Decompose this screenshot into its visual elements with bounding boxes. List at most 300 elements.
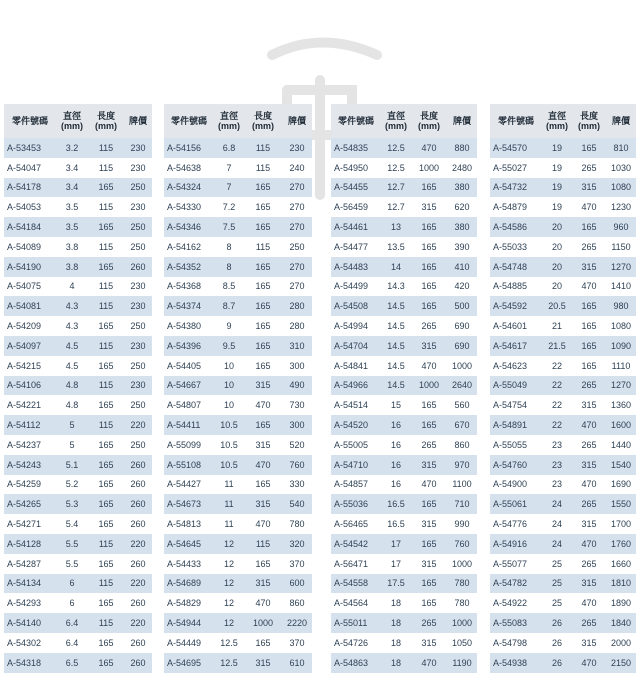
part-number-cell: A-54368 xyxy=(164,277,214,297)
part-number-cell: A-54293 xyxy=(4,593,56,613)
part-number-cell: A-54673 xyxy=(164,494,214,514)
length-cell: 265 xyxy=(572,237,606,257)
table-row xyxy=(4,435,152,455)
length-cell: 165 xyxy=(244,217,282,237)
diameter-cell: 13.5 xyxy=(381,237,411,257)
diameter-cell: 10 xyxy=(214,356,244,376)
diameter-cell: 3.8 xyxy=(56,237,88,257)
part-number-cell: A-54221 xyxy=(4,395,56,415)
diameter-cell: 12 xyxy=(214,554,244,574)
table-row xyxy=(4,574,152,594)
length-cell: 165 xyxy=(88,475,124,495)
diameter-cell: 15 xyxy=(381,395,411,415)
part-number-cell: A-54433 xyxy=(164,554,214,574)
price-cell: 1540 xyxy=(606,455,636,475)
part-number-cell: A-54134 xyxy=(4,574,56,594)
length-cell: 115 xyxy=(244,138,282,158)
table-row xyxy=(4,613,152,633)
diameter-cell: 17 xyxy=(381,554,411,574)
diameter-cell: 3.4 xyxy=(56,158,88,178)
part-number-cell: A-54265 xyxy=(4,494,56,514)
header-part-number: 零件號碼 xyxy=(331,104,381,138)
length-cell: 470 xyxy=(244,514,282,534)
length-cell: 165 xyxy=(88,633,124,653)
price-cell: 260 xyxy=(124,455,152,475)
diameter-cell: 23 xyxy=(542,475,572,495)
diameter-cell: 7 xyxy=(214,158,244,178)
price-cell: 240 xyxy=(282,158,312,178)
length-cell: 165 xyxy=(411,395,447,415)
table-row xyxy=(4,257,152,277)
length-cell: 165 xyxy=(244,257,282,277)
diameter-cell: 19 xyxy=(542,178,572,198)
length-cell: 115 xyxy=(88,138,124,158)
price-cell: 1810 xyxy=(606,574,636,594)
diameter-cell: 26 xyxy=(542,653,572,673)
price-cell: 760 xyxy=(447,534,477,554)
price-cell: 370 xyxy=(282,633,312,653)
part-number-cell: A-54994 xyxy=(331,316,381,336)
diameter-cell: 16 xyxy=(381,435,411,455)
diameter-cell: 8.7 xyxy=(214,296,244,316)
part-number-cell: A-54760 xyxy=(490,455,542,475)
table-row xyxy=(164,574,312,594)
length-cell: 165 xyxy=(411,574,447,594)
diameter-cell: 10.5 xyxy=(214,415,244,435)
length-cell: 115 xyxy=(88,376,124,396)
part-number-cell: A-54477 xyxy=(331,237,381,257)
part-number-cell: A-54461 xyxy=(331,217,381,237)
table-row xyxy=(164,237,312,257)
table-row xyxy=(164,455,312,475)
length-cell: 115 xyxy=(88,277,124,297)
part-number-cell: A-54885 xyxy=(490,277,542,297)
table-row xyxy=(490,633,636,653)
part-number-cell: A-54601 xyxy=(490,316,542,336)
header-length: 長度 (mm) xyxy=(88,104,124,138)
table-row xyxy=(4,158,152,178)
table-row xyxy=(4,514,152,534)
part-number-cell: A-54776 xyxy=(490,514,542,534)
diameter-cell: 5.2 xyxy=(56,475,88,495)
length-cell: 315 xyxy=(244,435,282,455)
length-cell: 165 xyxy=(244,633,282,653)
diameter-cell: 17 xyxy=(381,534,411,554)
price-cell: 690 xyxy=(447,316,477,336)
part-number-cell: A-54324 xyxy=(164,178,214,198)
price-cell: 1700 xyxy=(606,514,636,534)
price-cell: 810 xyxy=(606,138,636,158)
price-cell: 330 xyxy=(282,475,312,495)
price-cell: 780 xyxy=(447,574,477,594)
price-cell: 1360 xyxy=(606,395,636,415)
price-cell: 1440 xyxy=(606,435,636,455)
price-cell: 1030 xyxy=(606,158,636,178)
length-cell: 315 xyxy=(572,178,606,198)
table-row xyxy=(164,475,312,495)
diameter-cell: 16 xyxy=(381,455,411,475)
diameter-cell: 20 xyxy=(542,277,572,297)
part-number-cell: A-54190 xyxy=(4,257,56,277)
diameter-cell: 6.4 xyxy=(56,633,88,653)
table-row xyxy=(331,336,477,356)
part-number-cell: A-54710 xyxy=(331,455,381,475)
table-row xyxy=(331,138,477,158)
part-number-cell: A-54380 xyxy=(164,316,214,336)
price-cell: 300 xyxy=(282,356,312,376)
diameter-cell: 16.5 xyxy=(381,494,411,514)
diameter-cell: 20 xyxy=(542,257,572,277)
price-cell: 1410 xyxy=(606,277,636,297)
length-cell: 165 xyxy=(244,356,282,376)
length-cell: 265 xyxy=(572,554,606,574)
part-number-cell: A-54689 xyxy=(164,574,214,594)
price-cell: 420 xyxy=(447,277,477,297)
diameter-cell: 4.5 xyxy=(56,356,88,376)
part-number-cell: A-54798 xyxy=(490,633,542,653)
header-price: 牌價 xyxy=(124,104,152,138)
table-row xyxy=(490,356,636,376)
part-number-cell: A-54638 xyxy=(164,158,214,178)
part-number-cell: A-54302 xyxy=(4,633,56,653)
table-row xyxy=(490,534,636,554)
length-cell: 165 xyxy=(411,237,447,257)
price-cell: 860 xyxy=(282,593,312,613)
price-cell: 1600 xyxy=(606,415,636,435)
part-number-cell: A-54449 xyxy=(164,633,214,653)
diameter-cell: 10.5 xyxy=(214,435,244,455)
length-cell: 165 xyxy=(572,356,606,376)
table-row xyxy=(490,554,636,574)
price-table-1 xyxy=(4,104,152,673)
table-row xyxy=(164,376,312,396)
diameter-cell: 26 xyxy=(542,633,572,653)
length-cell: 265 xyxy=(572,158,606,178)
table-row xyxy=(490,336,636,356)
diameter-cell: 3.5 xyxy=(56,197,88,217)
part-number-cell: A-56459 xyxy=(331,197,381,217)
length-cell: 315 xyxy=(411,514,447,534)
part-number-cell: A-54411 xyxy=(164,415,214,435)
diameter-cell: 14.3 xyxy=(381,277,411,297)
part-number-cell: A-54106 xyxy=(4,376,56,396)
price-cell: 230 xyxy=(124,138,152,158)
diameter-cell: 12.5 xyxy=(214,653,244,673)
length-cell: 315 xyxy=(244,653,282,673)
length-cell: 115 xyxy=(244,534,282,554)
diameter-cell: 19 xyxy=(542,138,572,158)
part-number-cell: A-54748 xyxy=(490,257,542,277)
length-cell: 165 xyxy=(88,435,124,455)
part-number-cell: A-54617 xyxy=(490,336,542,356)
price-cell: 1150 xyxy=(606,237,636,257)
table-row xyxy=(331,257,477,277)
length-cell: 165 xyxy=(88,554,124,574)
diameter-cell: 12.5 xyxy=(214,633,244,653)
length-cell: 315 xyxy=(572,455,606,475)
price-cell: 370 xyxy=(282,554,312,574)
table-row xyxy=(4,554,152,574)
price-cell: 610 xyxy=(282,653,312,673)
part-number-cell: A-54732 xyxy=(490,178,542,198)
table-row xyxy=(331,514,477,534)
table-row xyxy=(164,395,312,415)
price-cell: 260 xyxy=(124,475,152,495)
price-cell: 520 xyxy=(282,435,312,455)
diameter-cell: 14.5 xyxy=(381,316,411,336)
diameter-cell: 11 xyxy=(214,494,244,514)
price-cell: 380 xyxy=(447,217,477,237)
table-row xyxy=(4,217,152,237)
length-cell: 115 xyxy=(244,237,282,257)
part-number-cell: A-55099 xyxy=(164,435,214,455)
part-number-cell: A-56471 xyxy=(331,554,381,574)
length-cell: 165 xyxy=(244,277,282,297)
price-cell: 1840 xyxy=(606,613,636,633)
table-row xyxy=(490,158,636,178)
price-cell: 1100 xyxy=(447,475,477,495)
header-part-number: 零件號碼 xyxy=(490,104,542,138)
diameter-cell: 24 xyxy=(542,514,572,534)
part-number-cell: A-54667 xyxy=(164,376,214,396)
part-number-cell: A-54162 xyxy=(164,237,214,257)
diameter-cell: 5.5 xyxy=(56,534,88,554)
diameter-cell: 20 xyxy=(542,237,572,257)
table-row xyxy=(4,415,152,435)
table-row xyxy=(164,494,312,514)
price-cell: 410 xyxy=(447,257,477,277)
part-number-cell: A-54950 xyxy=(331,158,381,178)
length-cell: 165 xyxy=(572,336,606,356)
part-number-cell: A-55108 xyxy=(164,455,214,475)
price-cell: 880 xyxy=(447,138,477,158)
price-cell: 690 xyxy=(447,336,477,356)
price-cell: 560 xyxy=(447,395,477,415)
table-row xyxy=(164,296,312,316)
price-cell: 1230 xyxy=(606,197,636,217)
table-row xyxy=(164,316,312,336)
part-number-cell: A-54623 xyxy=(490,356,542,376)
table-row xyxy=(4,455,152,475)
length-cell: 265 xyxy=(572,494,606,514)
price-cell: 250 xyxy=(124,316,152,336)
table-row xyxy=(331,158,477,178)
length-cell: 115 xyxy=(88,336,124,356)
diameter-cell: 18 xyxy=(381,613,411,633)
table-row xyxy=(331,376,477,396)
header-part-number: 零件號碼 xyxy=(164,104,214,138)
price-cell: 2640 xyxy=(447,376,477,396)
diameter-cell: 4.8 xyxy=(56,395,88,415)
table-row xyxy=(490,613,636,633)
part-number-cell: A-55049 xyxy=(490,376,542,396)
table-row xyxy=(490,475,636,495)
diameter-cell: 12 xyxy=(214,613,244,633)
table-row xyxy=(490,395,636,415)
table-row xyxy=(331,455,477,475)
diameter-cell: 25 xyxy=(542,574,572,594)
price-cell: 310 xyxy=(282,336,312,356)
length-cell: 165 xyxy=(244,296,282,316)
length-cell: 115 xyxy=(88,534,124,554)
table-row xyxy=(4,356,152,376)
table-header-row xyxy=(331,104,477,138)
diameter-cell: 14 xyxy=(381,257,411,277)
header-price: 牌價 xyxy=(447,104,477,138)
table-row xyxy=(164,277,312,297)
table-row xyxy=(331,178,477,198)
table-row xyxy=(164,158,312,178)
length-cell: 470 xyxy=(572,593,606,613)
diameter-cell: 7.5 xyxy=(214,217,244,237)
part-number-cell: A-55061 xyxy=(490,494,542,514)
diameter-cell: 3.4 xyxy=(56,178,88,198)
table-row xyxy=(4,395,152,415)
table-row xyxy=(331,415,477,435)
table-row xyxy=(4,178,152,198)
diameter-cell: 21.5 xyxy=(542,336,572,356)
part-number-cell: A-55027 xyxy=(490,158,542,178)
part-number-cell: A-54726 xyxy=(331,633,381,653)
length-cell: 165 xyxy=(572,316,606,336)
length-cell: 115 xyxy=(88,415,124,435)
table-row xyxy=(4,277,152,297)
price-cell: 730 xyxy=(282,395,312,415)
price-cell: 1110 xyxy=(606,356,636,376)
price-cell: 270 xyxy=(282,277,312,297)
length-cell: 470 xyxy=(411,475,447,495)
part-number-cell: A-54427 xyxy=(164,475,214,495)
part-number-cell: A-54318 xyxy=(4,653,56,673)
table-header-row xyxy=(164,104,312,138)
part-number-cell: A-55055 xyxy=(490,435,542,455)
diameter-cell: 5.3 xyxy=(56,494,88,514)
diameter-cell: 4.3 xyxy=(56,296,88,316)
length-cell: 115 xyxy=(88,613,124,633)
part-number-cell: A-54352 xyxy=(164,257,214,277)
price-cell: 260 xyxy=(124,257,152,277)
price-cell: 230 xyxy=(124,158,152,178)
table-row xyxy=(164,653,312,673)
part-number-cell: A-54112 xyxy=(4,415,56,435)
part-number-cell: A-54835 xyxy=(331,138,381,158)
part-number-cell: A-54243 xyxy=(4,455,56,475)
diameter-cell: 5 xyxy=(56,415,88,435)
price-cell: 1190 xyxy=(447,653,477,673)
price-cell: 250 xyxy=(124,435,152,455)
length-cell: 165 xyxy=(411,494,447,514)
diameter-cell: 23 xyxy=(542,435,572,455)
length-cell: 470 xyxy=(572,534,606,554)
table-row xyxy=(490,178,636,198)
diameter-cell: 25 xyxy=(542,554,572,574)
part-number-cell: A-54813 xyxy=(164,514,214,534)
length-cell: 315 xyxy=(572,257,606,277)
length-cell: 1000 xyxy=(411,158,447,178)
length-cell: 165 xyxy=(411,534,447,554)
price-cell: 320 xyxy=(282,534,312,554)
diameter-cell: 17.5 xyxy=(381,574,411,594)
part-number-cell: A-54374 xyxy=(164,296,214,316)
length-cell: 265 xyxy=(411,435,447,455)
length-cell: 165 xyxy=(411,277,447,297)
length-cell: 165 xyxy=(244,197,282,217)
price-cell: 1090 xyxy=(606,336,636,356)
diameter-cell: 12.5 xyxy=(381,138,411,158)
part-number-cell: A-54178 xyxy=(4,178,56,198)
part-number-cell: A-54455 xyxy=(331,178,381,198)
part-number-cell: A-56465 xyxy=(331,514,381,534)
price-cell: 710 xyxy=(447,494,477,514)
length-cell: 315 xyxy=(411,633,447,653)
diameter-cell: 12.7 xyxy=(381,178,411,198)
length-cell: 165 xyxy=(411,257,447,277)
diameter-cell: 4 xyxy=(56,277,88,297)
price-cell: 270 xyxy=(282,257,312,277)
price-cell: 230 xyxy=(124,296,152,316)
length-cell: 470 xyxy=(572,415,606,435)
table-row xyxy=(490,376,636,396)
price-cell: 230 xyxy=(124,197,152,217)
part-number-cell: A-54330 xyxy=(164,197,214,217)
diameter-cell: 10 xyxy=(214,376,244,396)
price-cell: 1550 xyxy=(606,494,636,514)
table-row xyxy=(164,514,312,534)
part-number-cell: A-54156 xyxy=(164,138,214,158)
part-number-cell: A-54558 xyxy=(331,574,381,594)
price-cell: 1050 xyxy=(447,633,477,653)
price-cell: 860 xyxy=(447,435,477,455)
diameter-cell: 4.3 xyxy=(56,316,88,336)
diameter-cell: 9 xyxy=(214,316,244,336)
price-cell: 1270 xyxy=(606,257,636,277)
length-cell: 315 xyxy=(572,574,606,594)
table-row xyxy=(4,633,152,653)
table-row xyxy=(4,494,152,514)
part-number-cell: A-54259 xyxy=(4,475,56,495)
part-number-cell: A-54508 xyxy=(331,296,381,316)
table-row xyxy=(331,296,477,316)
price-cell: 540 xyxy=(282,494,312,514)
length-cell: 315 xyxy=(572,395,606,415)
length-cell: 315 xyxy=(244,376,282,396)
length-cell: 265 xyxy=(411,613,447,633)
table-row xyxy=(4,653,152,673)
diameter-cell: 4.5 xyxy=(56,336,88,356)
table-row xyxy=(490,217,636,237)
table-row xyxy=(4,593,152,613)
part-number-cell: A-54499 xyxy=(331,277,381,297)
table-row xyxy=(331,237,477,257)
table-row xyxy=(164,197,312,217)
price-cell: 260 xyxy=(124,593,152,613)
diameter-cell: 12.7 xyxy=(381,197,411,217)
length-cell: 165 xyxy=(88,653,124,673)
table-row xyxy=(164,613,312,633)
diameter-cell: 4.8 xyxy=(56,376,88,396)
header-price: 牌價 xyxy=(282,104,312,138)
length-cell: 265 xyxy=(572,613,606,633)
part-number-cell: A-54396 xyxy=(164,336,214,356)
part-number-cell: A-54592 xyxy=(490,296,542,316)
price-table-4 xyxy=(490,104,636,673)
diameter-cell: 12 xyxy=(214,574,244,594)
table-row xyxy=(331,613,477,633)
diameter-cell: 12.5 xyxy=(381,158,411,178)
length-cell: 115 xyxy=(88,237,124,257)
part-number-cell: A-54140 xyxy=(4,613,56,633)
table-row xyxy=(164,435,312,455)
